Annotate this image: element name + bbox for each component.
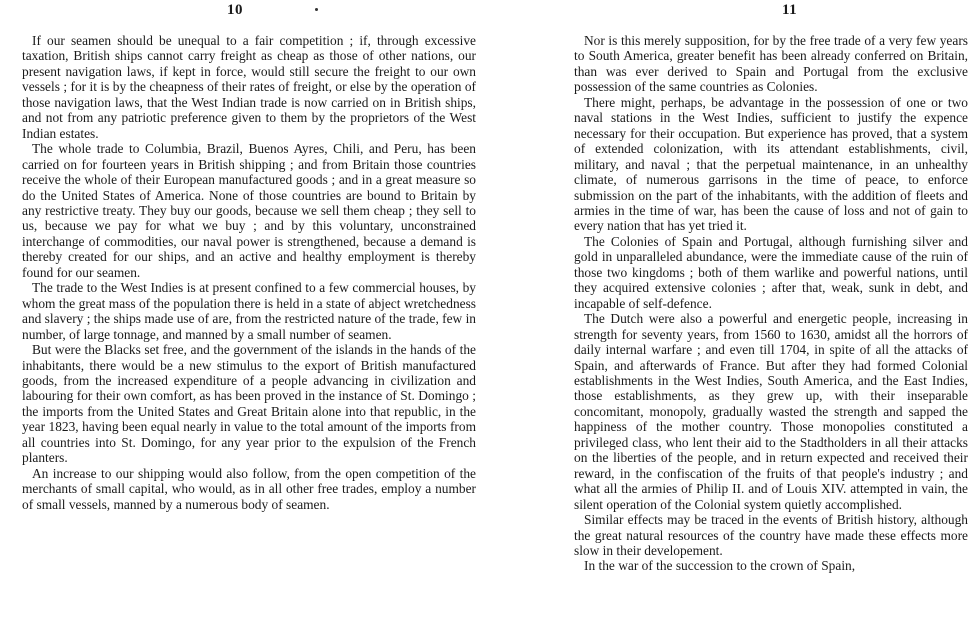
paragraph: An increase to our shipping would also follow, from the open competition of the merchants of small capital, who would, as in all other free trades, employ a number of small vessels, manned by a numerous body of seamen. [22,465,476,512]
paragraph: There might, perhaps, be advantage in the possession of one or two naval stations in the West Indies, sufficient to justify the expence necessary for their occupation. But experience has proved, that a system of extended colonization, with its attendant establishments, civil, military, and naval ; that the perpetual maintenance, in an unhealthy climate, of numerous garrisons in the time of peace, to enforce submission on the part of the inhabitants, with the addition of fleets and armies in the time of war, has been the cause of loss and not of gain to every nation that has yet tried it. [574,94,968,234]
page-number-left: 10 [227,2,243,18]
paragraph: Nor is this merely supposition, for by the free trade of a very few years to South America, greater benefit has been already conferred on Britain, than was ever derived to Spain and Portugal from the exclusive possession of the same countries as Colonies. [574,33,968,95]
paragraph: In the war of the succession to the crown of Spain, [584,558,856,574]
left-page-text [22,33,476,512]
paragraph: Similar effects may be traced in the events of British history, although the great natural resources of the country have made these effects more slow in their developement. [574,512,968,558]
ink-dot [315,8,318,11]
paragraph: The Dutch were also a powerful and energetic people, increasing in strength for seventy years, from 1560 to 1630, amidst all the horrors of daily internal warfare ; and even till 1704, in spite of all the attacks of Spain, and afterwards of France. But after they had formed Colonial establishments in the West Indies, South America, and the East Indies, those establishments, as they grew up, with their inseparable concomitant, monopoly, gradually wasted the strength and sapped the happiness of the mother country. Those monopolies constituted a privileged class, who lent their aid to the Stadtholders in all their attacks on the liberties of the people, and in return expected and received their reward, in the confiscation of the fruits of that people's industry ; and what all the armies of Philip II. and of Louis XIV. attempted in vain, the silent operation of the Colonial system quietly accomplished. [574,311,968,512]
page-number-right: 11 [782,2,798,18]
paragraph: The trade to the West Indies is at present confined to a few commercial houses, by whom the great mass of the population there is held in a state of abject wretchedness and slavery ; the ships made use of are, from the restricted nature of the trade, few in number, of large tonnage, and manned by a small number of seamen. [22,280,476,342]
right-page [490,0,980,622]
right-page-text [574,33,968,574]
paragraph: The Colonies of Spain and Portugal, although furnishing silver and gold in unparalleled abundance, were the immediate cause of the ruin of those two kingdoms ; both of them warlike and powerful nations, until they acquired extensive colonies ; after that, weak, sunk in debt, and incapable of self-defence. [574,233,968,311]
paragraph: The whole trade to Columbia, Brazil, Buenos Ayres, Chili, and Peru, has been carried on for fourteen years in British shipping ; and from Britain those countries receive the whole of their European manufactured goods ; and in a great measure so do the United States of America. None of those countries are bound to Britain by any restrictive treaty. They buy our goods, because we sell them cheap ; they sell to us, because we pay for what we buy ; and by this voluntary, unconstrained interchange of commodities, our naval power is strengthened, because a demand is thereby created for our ships, and an active and healthy employment is thereby found for our seamen. [22,141,476,280]
paragraph: If our seamen should be unequal to a fair competition ; if, through excessive taxation, British ships cannot carry freight as cheap as those of other nations, our present navigation laws, if kept in force, would still secure the freight to our own vessels ; for it is by the cheapness of their rates of freight, or else by the operation of those navigation laws, that the West Indian trade is now carried on in British ships, and not from any patriotic preference given to them by the proprietors of the West Indian estates. [22,33,476,141]
paragraph: But were the Blacks set free, and the government of the islands in the hands of the inhabitants, there would be a new stimulus to the export of British manufactured goods, from the increased expenditure of a people advancing in civilization and labouring for their own comfort, as has been proved in the instance of St. Domingo ; the imports from the United States and Great Britain alone into that republic, in the year 1823, having been equal nearly in value to the total amount of the imports from all countries into St. Domingo, for any year prior to the expulsion of the French planters. [22,342,476,466]
